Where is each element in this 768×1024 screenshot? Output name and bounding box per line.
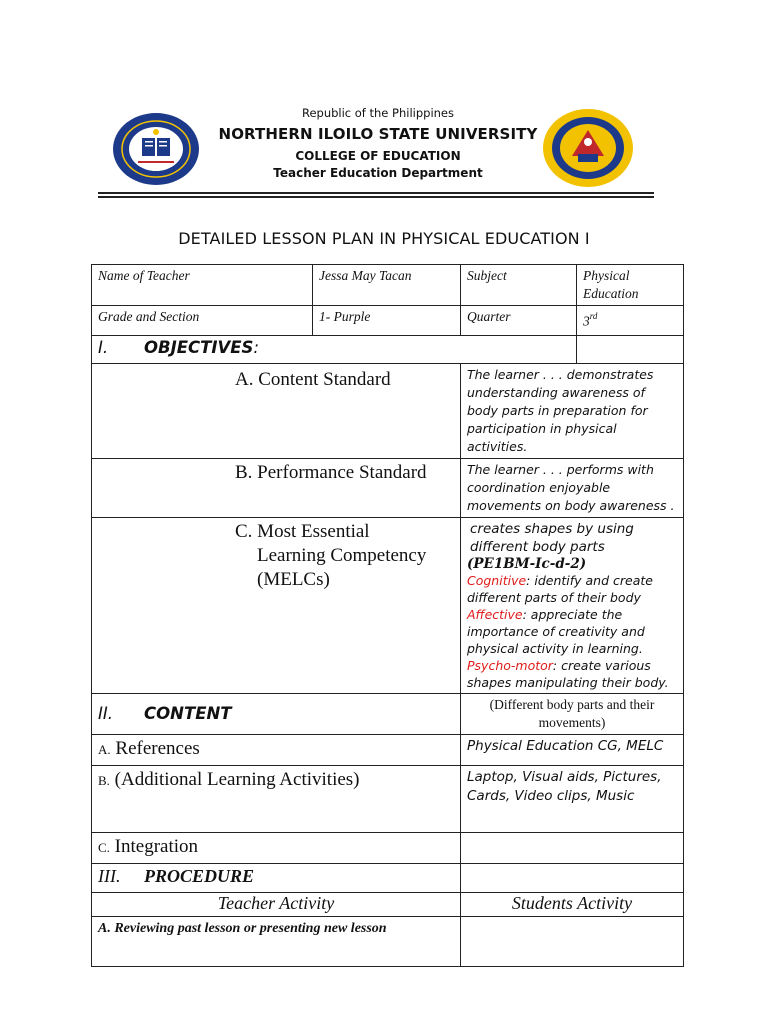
content-standard-text: The learner . . . demonstrates understanding awareness of body parts in preparation for participation in physical activities.	[467, 367, 654, 454]
references-letter: A.	[98, 742, 111, 757]
quarter-label-cell	[461, 306, 577, 336]
references-text: Physical Education CG, MELC	[467, 738, 664, 754]
department-name: Teacher Education Department	[273, 166, 483, 180]
cognitive-text: : identify and create different parts of their body	[467, 573, 653, 605]
subject-value: Physical Education	[583, 268, 639, 301]
integration-letter: C.	[98, 840, 110, 855]
subject-value-cell	[577, 265, 684, 306]
grade-label: Grade and Section	[98, 309, 200, 324]
activity-header-row	[92, 893, 684, 917]
subject-label: Subject	[467, 268, 507, 283]
college-seal-logo	[542, 108, 634, 188]
additional-text: Laptop, Visual aids, Pictures, Cards, Video clips, Music	[467, 769, 662, 804]
additional-letter: B.	[98, 773, 110, 788]
content-heading	[98, 704, 232, 723]
integration-label-cell	[92, 833, 461, 864]
content-numeral: II.	[98, 704, 113, 723]
procedure-empty-cell	[461, 864, 684, 893]
procedure-heading	[98, 866, 254, 886]
nisu-seal-logo	[112, 112, 200, 186]
quarter-label: Quarter	[467, 309, 511, 324]
grade-value: 1- Purple	[319, 309, 371, 324]
header-rule-bottom	[98, 196, 654, 198]
subject-label-cell	[461, 265, 577, 306]
students-activity-header: Students Activity	[511, 893, 633, 913]
objectives-empty-cell	[577, 336, 684, 364]
teacher-value: Jessa May Tacan	[319, 268, 412, 283]
objectives-heading-cell	[92, 336, 577, 364]
objectives-colon: :	[253, 338, 260, 357]
references-text-cell	[461, 735, 684, 766]
additional-text-cell	[461, 766, 684, 833]
grade-value-cell	[313, 306, 461, 336]
performance-standard-label-cell	[92, 459, 461, 518]
melc-label-line2: Learning Competency	[257, 545, 427, 566]
content-standard-label-cell	[92, 364, 461, 459]
melc-label-line3: (MELCs)	[257, 569, 330, 590]
letterhead-text	[208, 105, 548, 181]
performance-standard-row	[92, 459, 684, 518]
procedure-heading-text: PROCEDURE	[144, 866, 255, 886]
melc-text-cell	[461, 518, 684, 694]
affective-text: : appreciate the importance of creativity and physical activity in learning.	[467, 607, 645, 656]
integration-label: Integration	[114, 836, 199, 857]
step-a-text: A. Reviewing past lesson or presenting new lesson	[98, 921, 387, 936]
content-heading-row	[92, 694, 684, 735]
psychomotor-label: Psycho-motor	[467, 658, 553, 673]
objectives-numeral: I.	[98, 338, 109, 357]
melc-code: (PE1BM-Ic-d-2)	[467, 556, 587, 572]
students-activity-cell	[461, 893, 684, 917]
melc-row	[92, 518, 684, 694]
integration-row	[92, 833, 684, 864]
additional-activities-row	[92, 766, 684, 833]
performance-standard-text-cell	[461, 459, 684, 518]
teacher-value-cell	[313, 265, 461, 306]
content-topic: (Different body parts and their movements)	[489, 697, 655, 730]
university-name: NORTHERN ILOILO STATE UNIVERSITY	[218, 125, 538, 143]
procedure-numeral: III.	[98, 866, 121, 886]
letterhead	[98, 100, 654, 200]
content-topic-cell	[461, 694, 684, 735]
additional-label-cell	[92, 766, 461, 833]
content-standard-text-cell	[461, 364, 684, 459]
procedure-heading-cell	[92, 864, 461, 893]
psychomotor-text: : create various shapes manipulating their body.	[467, 658, 669, 690]
content-heading-text: CONTENT	[144, 704, 232, 723]
additional-label: (Additional Learning Activities)	[114, 769, 360, 790]
affective-label: Affective	[467, 607, 523, 622]
grade-row	[92, 306, 684, 336]
college-name: COLLEGE OF EDUCATION	[295, 149, 461, 163]
objectives-heading	[98, 338, 259, 357]
teacher-row	[92, 265, 684, 306]
cognitive-label: Cognitive	[467, 573, 527, 588]
step-a-cell	[92, 917, 461, 967]
lesson-plan-table	[91, 264, 684, 967]
teacher-label-cell	[92, 265, 313, 306]
melc-text: creates shapes by using different body parts	[470, 521, 634, 555]
content-standard-row	[92, 364, 684, 459]
document-title: DETAILED LESSON PLAN IN PHYSICAL EDUCATION I	[178, 229, 590, 248]
content-heading-cell	[92, 694, 461, 735]
quarter-value: 3	[583, 313, 590, 329]
step-a-row	[92, 917, 684, 967]
references-label: References	[115, 738, 200, 759]
quarter-suffix: rd	[589, 311, 598, 321]
references-row	[92, 735, 684, 766]
teacher-label: Name of Teacher	[98, 268, 190, 283]
grade-label-cell	[92, 306, 313, 336]
quarter-value-cell	[577, 306, 684, 336]
procedure-heading-row	[92, 864, 684, 893]
content-standard-label: A. Content Standard	[235, 369, 391, 390]
references-label-cell	[92, 735, 461, 766]
performance-standard-label: B. Performance Standard	[235, 462, 427, 483]
performance-standard-text: The learner . . . performs with coordination enjoyable movements on body awareness .	[467, 462, 675, 513]
objectives-heading-row	[92, 336, 684, 364]
objectives-heading-text: OBJECTIVES	[144, 338, 254, 357]
teacher-activity-cell	[92, 893, 461, 917]
step-a-student-cell	[461, 917, 684, 967]
integration-text-cell	[461, 833, 684, 864]
melc-label-line1: C. Most Essential	[235, 521, 370, 542]
header-rule-top	[98, 192, 654, 194]
melc-label-cell	[92, 518, 461, 694]
teacher-activity-header: Teacher Activity	[217, 893, 335, 913]
republic-line: Republic of the Philippines	[301, 106, 455, 120]
